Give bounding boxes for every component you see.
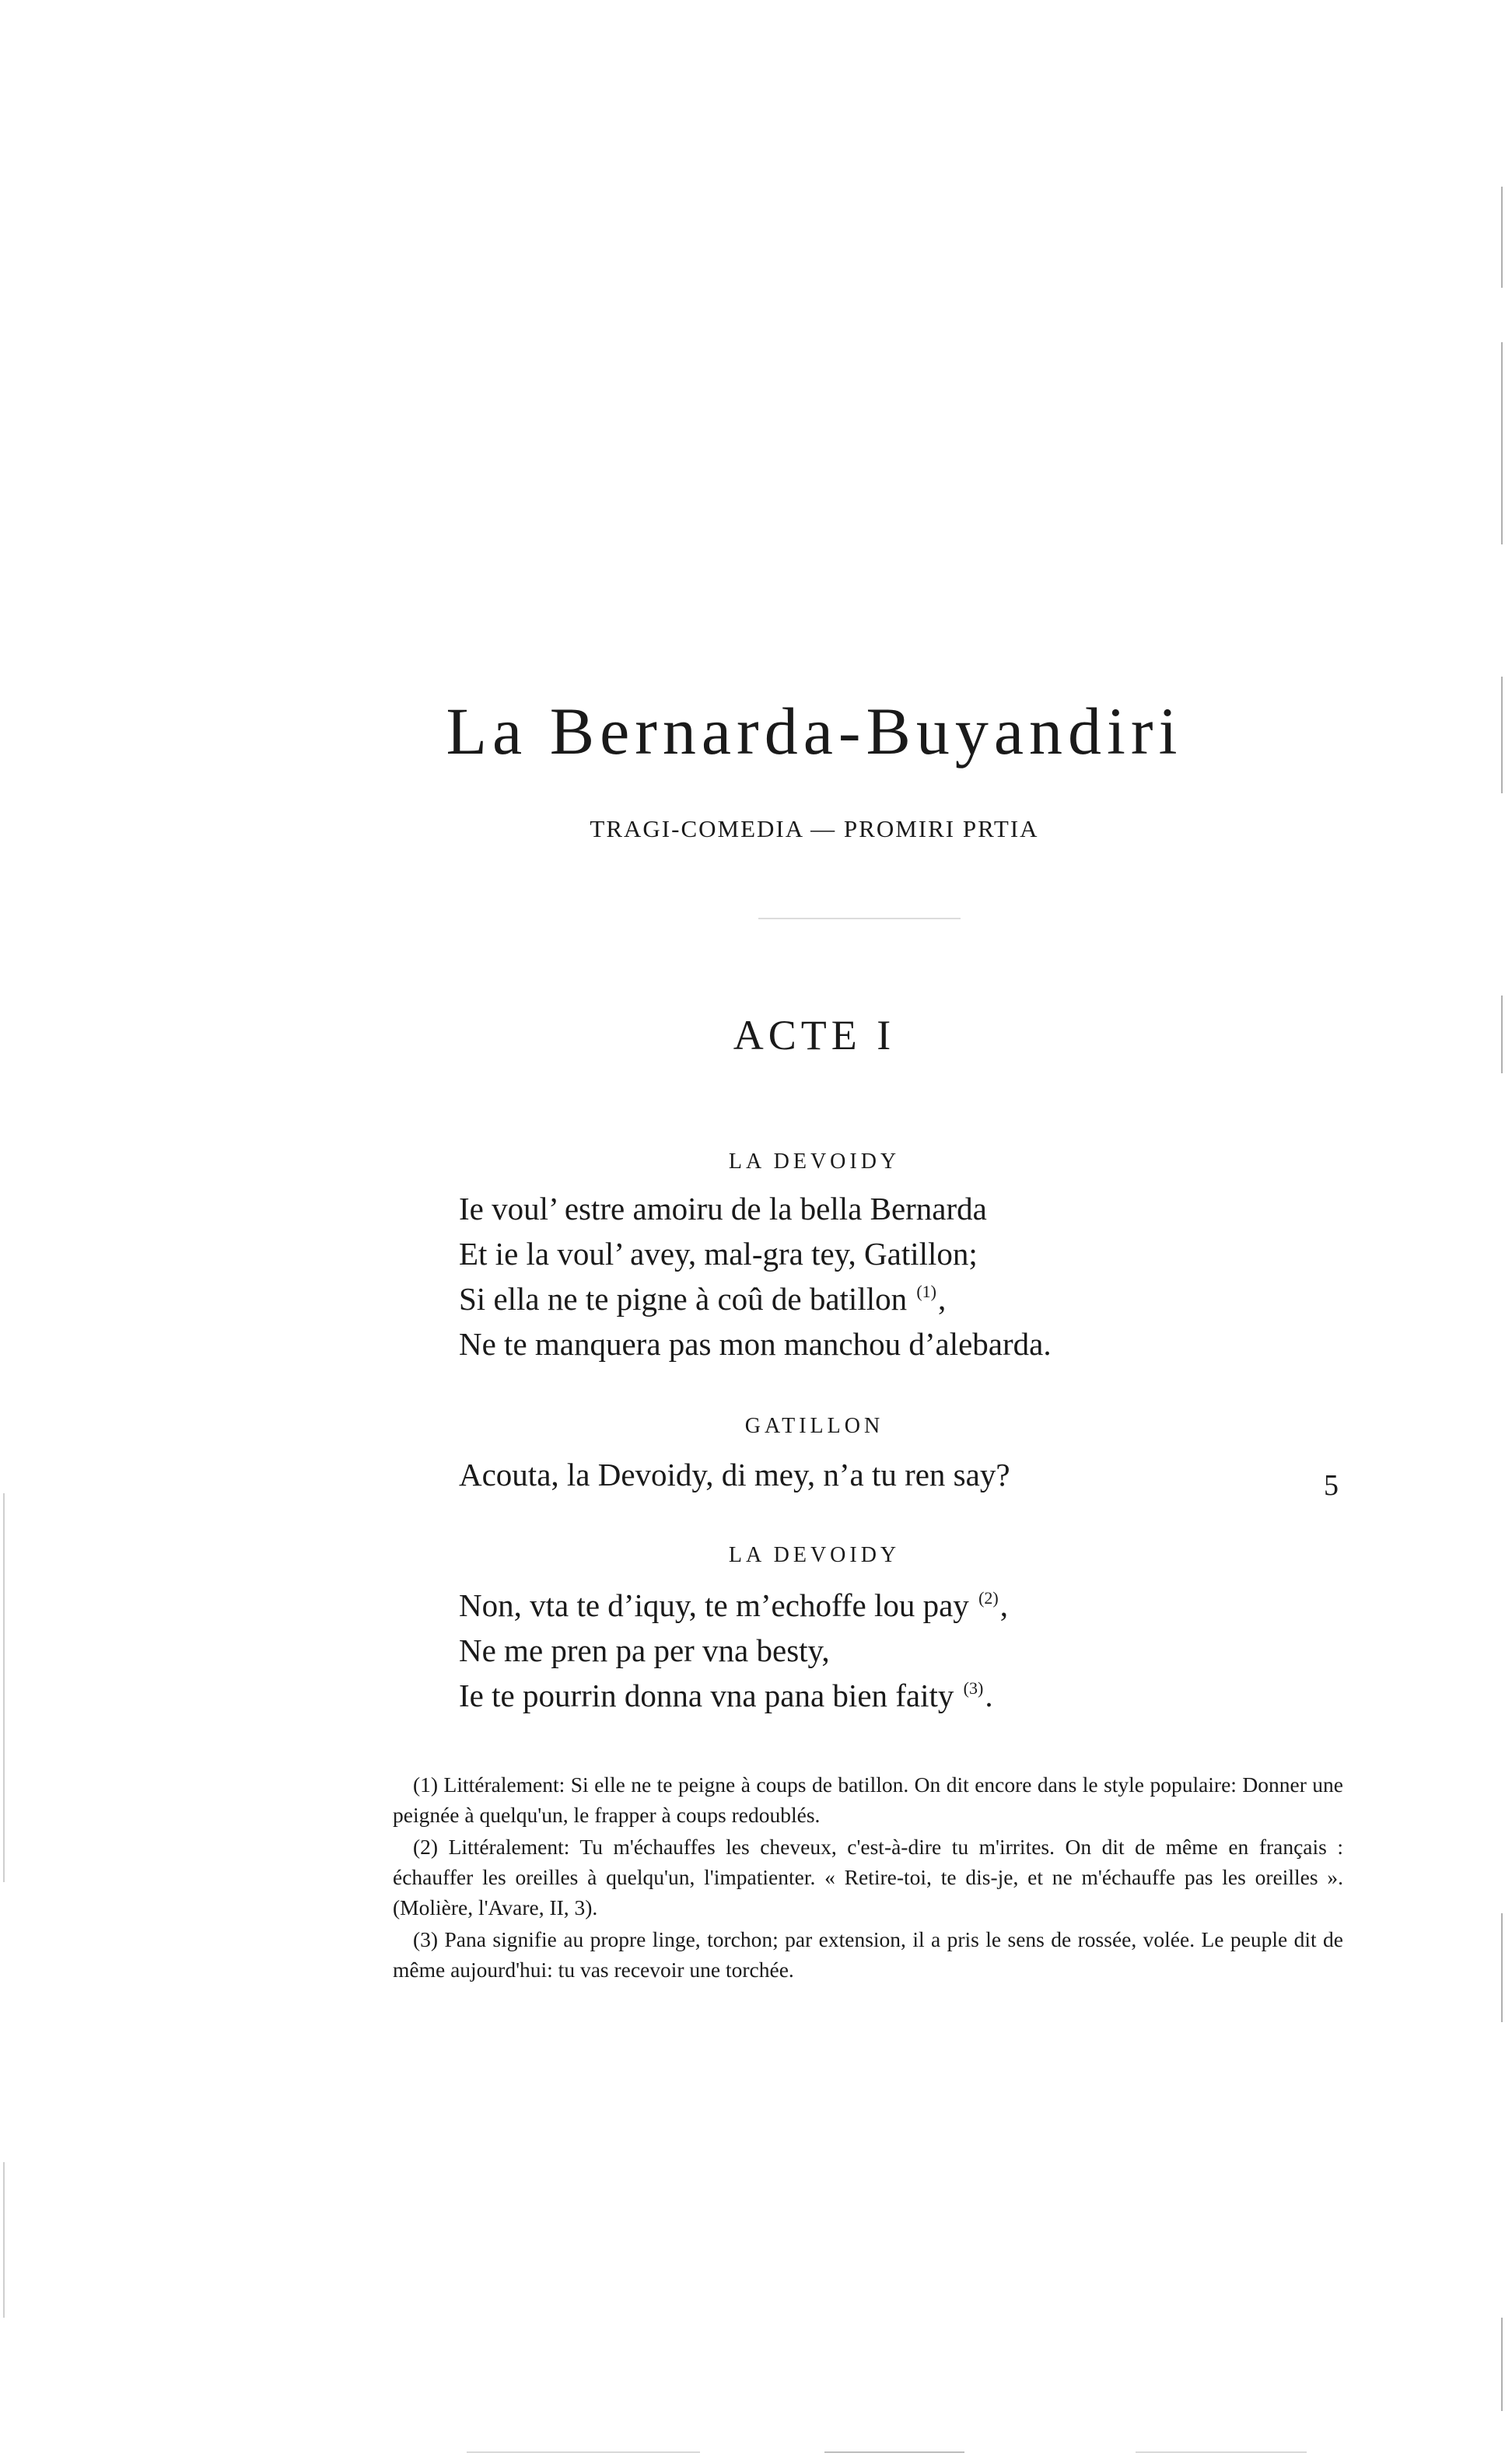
speaker-name: LA DEVOIDY bbox=[728, 1150, 901, 1174]
footnote-ref: (3) bbox=[963, 1678, 984, 1698]
footnote-ref: (1) bbox=[916, 1282, 937, 1301]
bottom-scan-rule bbox=[467, 2451, 700, 2453]
verse-line: Ie te pourrin donna vna pana bien faity $^{(3)}$. bbox=[459, 1678, 993, 1713]
bottom-scan-rule bbox=[824, 2451, 964, 2453]
verse-line: Ne te manquera pas mon manchou d’alebarda. bbox=[459, 1326, 1052, 1362]
scan-edge-mark bbox=[3, 2162, 5, 2318]
scan-edge-mark bbox=[1501, 2318, 1503, 2411]
scan-edge-mark bbox=[1501, 996, 1503, 1073]
verse-line: Acouta, la Devoidy, di mey, n’a tu ren say? bbox=[459, 1457, 1010, 1492]
play-subtitle: TRAGI-COMEDIA — PROMIRI PRTIA bbox=[590, 815, 1039, 842]
verse-line: Non, vta te d’iquy, te m’echoffe lou pay $^{(2)}$, bbox=[459, 1587, 1008, 1623]
act-heading: ACTE I bbox=[733, 1012, 896, 1059]
scan-edge-mark bbox=[1501, 677, 1503, 793]
footnote-ref: (2) bbox=[978, 1588, 999, 1608]
verse-line: Ie voul’ estre amoiru de la bella Bernarda bbox=[459, 1191, 987, 1227]
play-title: La Bernarda-Buyandiri bbox=[446, 694, 1183, 768]
separator-rule bbox=[758, 918, 961, 919]
line-number: 5 bbox=[1324, 1469, 1339, 1502]
verse-line: Si ella ne te pigne à coû de batillon $^{(1)}$, bbox=[459, 1281, 947, 1317]
verse-line: Et ie la voul’ avey, mal-gra tey, Gatillon; bbox=[459, 1236, 978, 1272]
speaker-name: GATILLON bbox=[744, 1414, 884, 1438]
footnotes bbox=[393, 1769, 1343, 1986]
scan-edge-mark bbox=[3, 1493, 5, 1882]
verse-line: Ne me pren pa per vna besty, bbox=[459, 1632, 830, 1668]
scan-edge-mark bbox=[1501, 1913, 1503, 2022]
footnote: (1) Littéralement: Si elle ne te peigne à coups de batillon. On dit encore dans le style populaire: Donner une peignée à quelqu'un, le frapper à coups redoublés. bbox=[393, 1772, 1344, 1827]
speaker-name: LA DEVOIDY bbox=[728, 1543, 901, 1567]
scan-edge-mark bbox=[1501, 342, 1503, 544]
footnote: (3) Pana signifie au propre linge, torchon; par extension, il a pris le sens de rossée, volée. Le peuple dit de même aujourd'hui: tu vas recevoir une torchée. bbox=[393, 1927, 1344, 1982]
bottom-scan-rule bbox=[1136, 2451, 1307, 2453]
footnote: (2) Littéralement: Tu m'échauffes les cheveux, c'est-à-dire tu m'irrites. On dit de même en français : échauffer les oreilles à quelqu'un, l'impatienter. « Retire-toi, te dis-je, et ne m'échauffe pas les oreilles ». (Molière, l'Avare, II, 3). bbox=[393, 1835, 1343, 1919]
scan-edge-mark bbox=[1501, 187, 1503, 288]
